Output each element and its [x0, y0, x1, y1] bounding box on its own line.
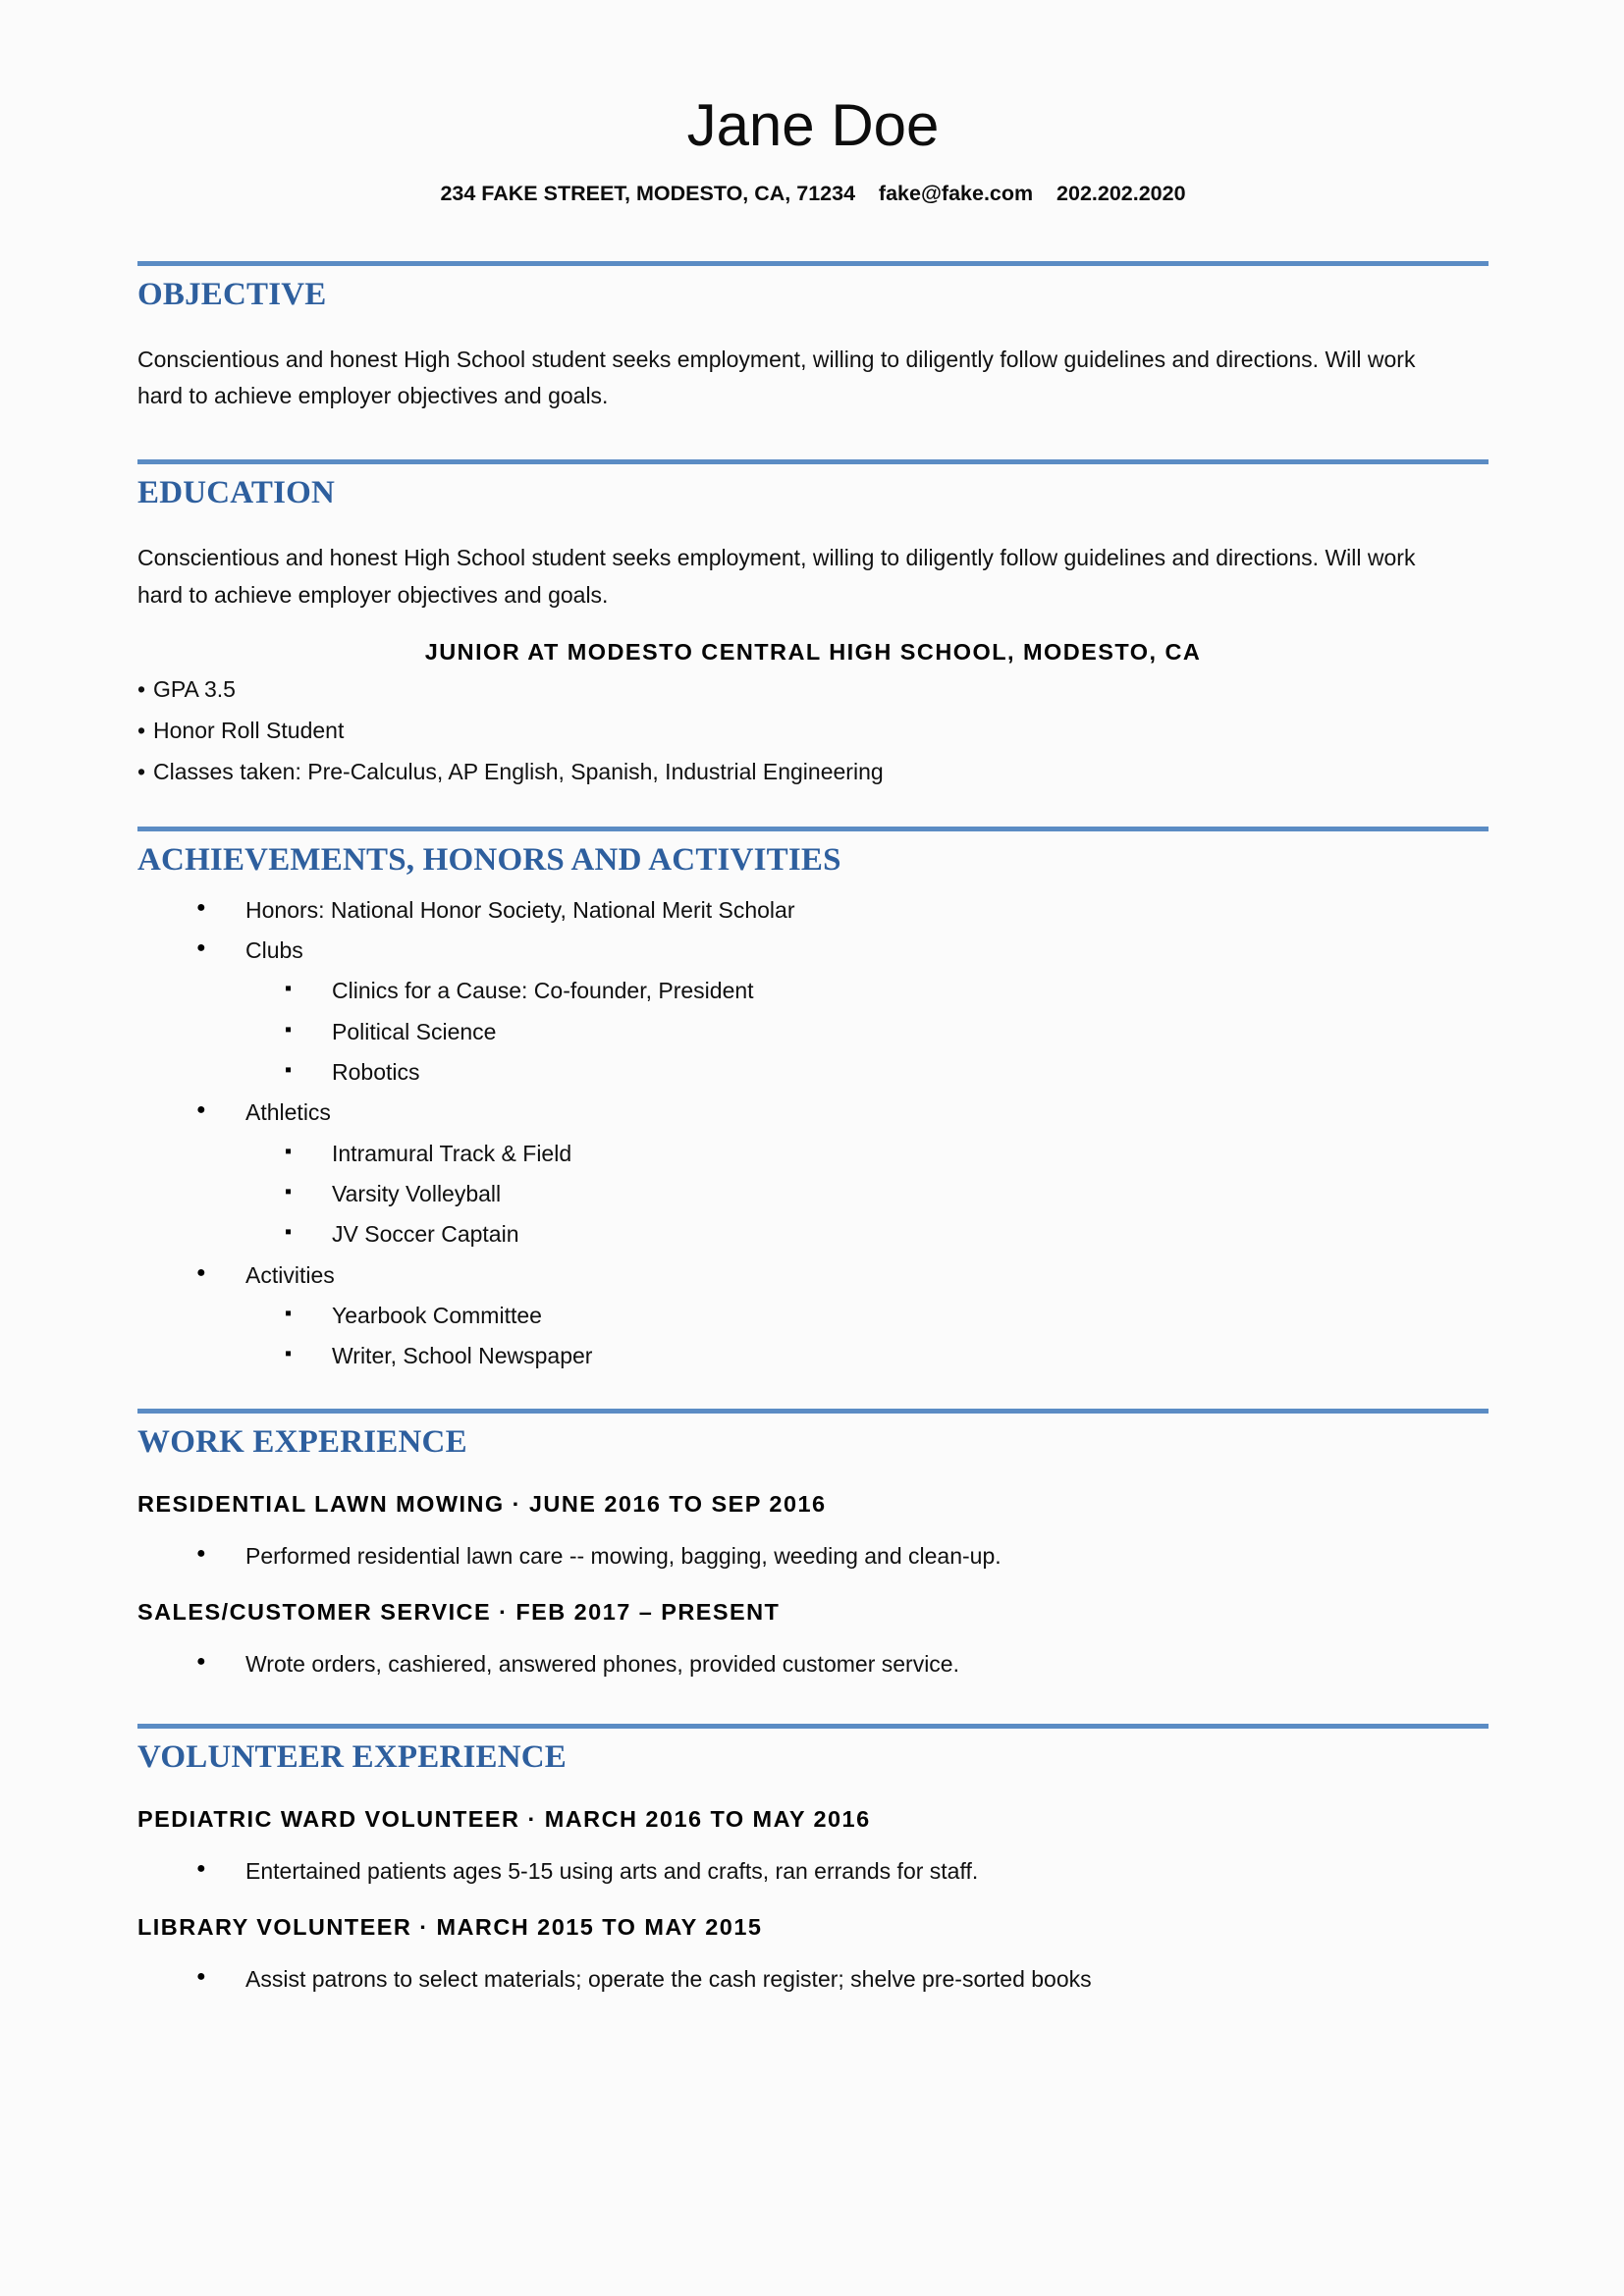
volunteer-entry-bullets — [137, 1966, 1489, 1994]
list-item — [137, 1858, 1489, 1886]
volunteer-entry-heading: LIBRARY VOLUNTEER · MARCH 2015 TO MAY 2015 — [137, 1914, 763, 1941]
sub-list-item-label: Clinics for a Cause: Co-founder, President — [332, 978, 754, 1004]
sub-list — [245, 978, 1489, 1085]
list-item — [137, 1966, 1489, 1994]
section-achievements — [137, 827, 1489, 1369]
page-title: Jane Doe — [686, 92, 940, 158]
sub-list-item — [245, 978, 1489, 1003]
list-item — [137, 1543, 1489, 1571]
list-item-label: Clubs — [245, 937, 303, 963]
work-entry-bullets — [137, 1543, 1489, 1571]
list-item — [137, 1099, 1489, 1247]
section-divider — [137, 827, 1489, 831]
section-heading-education: EDUCATION — [137, 475, 336, 511]
section-objective — [137, 261, 1489, 414]
achievements-list — [137, 897, 1489, 1369]
volunteer-entry — [137, 1806, 1489, 1886]
bullet-glyph: • — [137, 758, 146, 784]
list-item — [137, 897, 1489, 923]
section-education — [137, 459, 1489, 788]
objective-paragraph: Conscientious and honest High School student seeks employment, willing to diligently follow guidelines and directions. Will work hard to achieve employer objectives and goals. — [137, 346, 1416, 409]
sub-list-item — [245, 1221, 1489, 1247]
volunteer-entry-heading: PEDIATRIC WARD VOLUNTEER · MARCH 2016 TO MAY 2016 — [137, 1805, 871, 1832]
sub-list-item-label: Political Science — [332, 1018, 497, 1044]
education-school-line: JUNIOR AT MODESTO CENTRAL HIGH SCHOOL, MODESTO, CA — [424, 638, 1202, 665]
sub-list-item-label: Varsity Volleyball — [332, 1180, 502, 1206]
section-divider — [137, 261, 1489, 266]
sub-list-item-label: JV Soccer Captain — [332, 1221, 519, 1248]
list-item-label: Wrote orders, cashiered, answered phones, provided customer service. — [245, 1651, 959, 1678]
education-point-label: Honor Roll Student — [153, 717, 345, 743]
education-point-label: Classes taken: Pre-Calculus, AP English, Spanish, Industrial Engineering — [153, 758, 884, 784]
list-item-label: Honors: National Honor Society, National Merit Scholar — [245, 896, 795, 923]
education-point — [137, 755, 1489, 789]
bullet-glyph: • — [137, 675, 146, 702]
work-entry-heading: SALES/CUSTOMER SERVICE · FEB 2017 – PRESENT — [137, 1599, 781, 1626]
list-item-label: Performed residential lawn care -- mowing, bagging, weeding and clean-up. — [245, 1542, 1001, 1569]
work-entry — [137, 1491, 1489, 1571]
sub-list — [245, 1141, 1489, 1248]
sub-list-item — [245, 1059, 1489, 1085]
section-heading-volunteer-experience: VOLUNTEER EXPERIENCE — [137, 1738, 567, 1775]
sub-list-item-label: Writer, School Newspaper — [332, 1343, 593, 1369]
section-volunteer-experience — [137, 1724, 1489, 1994]
bullet-glyph: • — [137, 717, 146, 743]
section-divider — [137, 459, 1489, 464]
sub-list-item — [245, 1303, 1489, 1328]
volunteer-entry — [137, 1914, 1489, 1994]
section-heading-achievements: ACHIEVEMENTS, HONORS AND ACTIVITIES — [137, 841, 841, 878]
work-entry — [137, 1599, 1489, 1679]
list-item-label: Athletics — [245, 1099, 331, 1126]
sub-list-item-label: Intramural Track & Field — [332, 1140, 572, 1166]
list-item-label: Entertained patients ages 5-15 using arts and crafts, ran errands for staff. — [245, 1857, 979, 1884]
list-item-label: Activities — [245, 1261, 335, 1288]
sub-list-item-label: Robotics — [332, 1058, 420, 1085]
volunteer-entry-bullets — [137, 1858, 1489, 1886]
education-point — [137, 714, 1489, 748]
section-divider — [137, 1409, 1489, 1414]
section-heading-work-experience: WORK EXPERIENCE — [137, 1423, 467, 1460]
education-paragraph: Conscientious and honest High School student seeks employment, willing to diligently follow guidelines and directions. Will work hard to achieve employer objectives and goals. — [137, 545, 1416, 608]
sub-list-item-label: Yearbook Committee — [332, 1302, 542, 1328]
work-entry-heading: RESIDENTIAL LAWN MOWING · JUNE 2016 TO SEP 2016 — [137, 1490, 827, 1517]
section-work-experience — [137, 1409, 1489, 1679]
sub-list-item — [245, 1343, 1489, 1368]
list-item-label: Assist patrons to select materials; operate the cash register; shelve pre-sorted books — [245, 1966, 1092, 1993]
sub-list-item — [245, 1181, 1489, 1206]
list-item — [137, 1651, 1489, 1679]
education-point — [137, 672, 1489, 707]
sub-list-item — [245, 1019, 1489, 1044]
contact-line: 234 FAKE STREET, MODESTO, CA, 71234 fake@fake.com 202.202.2020 — [440, 182, 1186, 205]
section-heading-objective: OBJECTIVE — [137, 277, 327, 312]
education-point-label: GPA 3.5 — [153, 675, 236, 702]
resume-header — [137, 94, 1489, 206]
work-entry-bullets — [137, 1651, 1489, 1679]
list-item — [137, 1262, 1489, 1369]
list-item — [137, 937, 1489, 1085]
sub-list-item — [245, 1141, 1489, 1166]
sub-list — [245, 1303, 1489, 1369]
section-divider — [137, 1724, 1489, 1729]
